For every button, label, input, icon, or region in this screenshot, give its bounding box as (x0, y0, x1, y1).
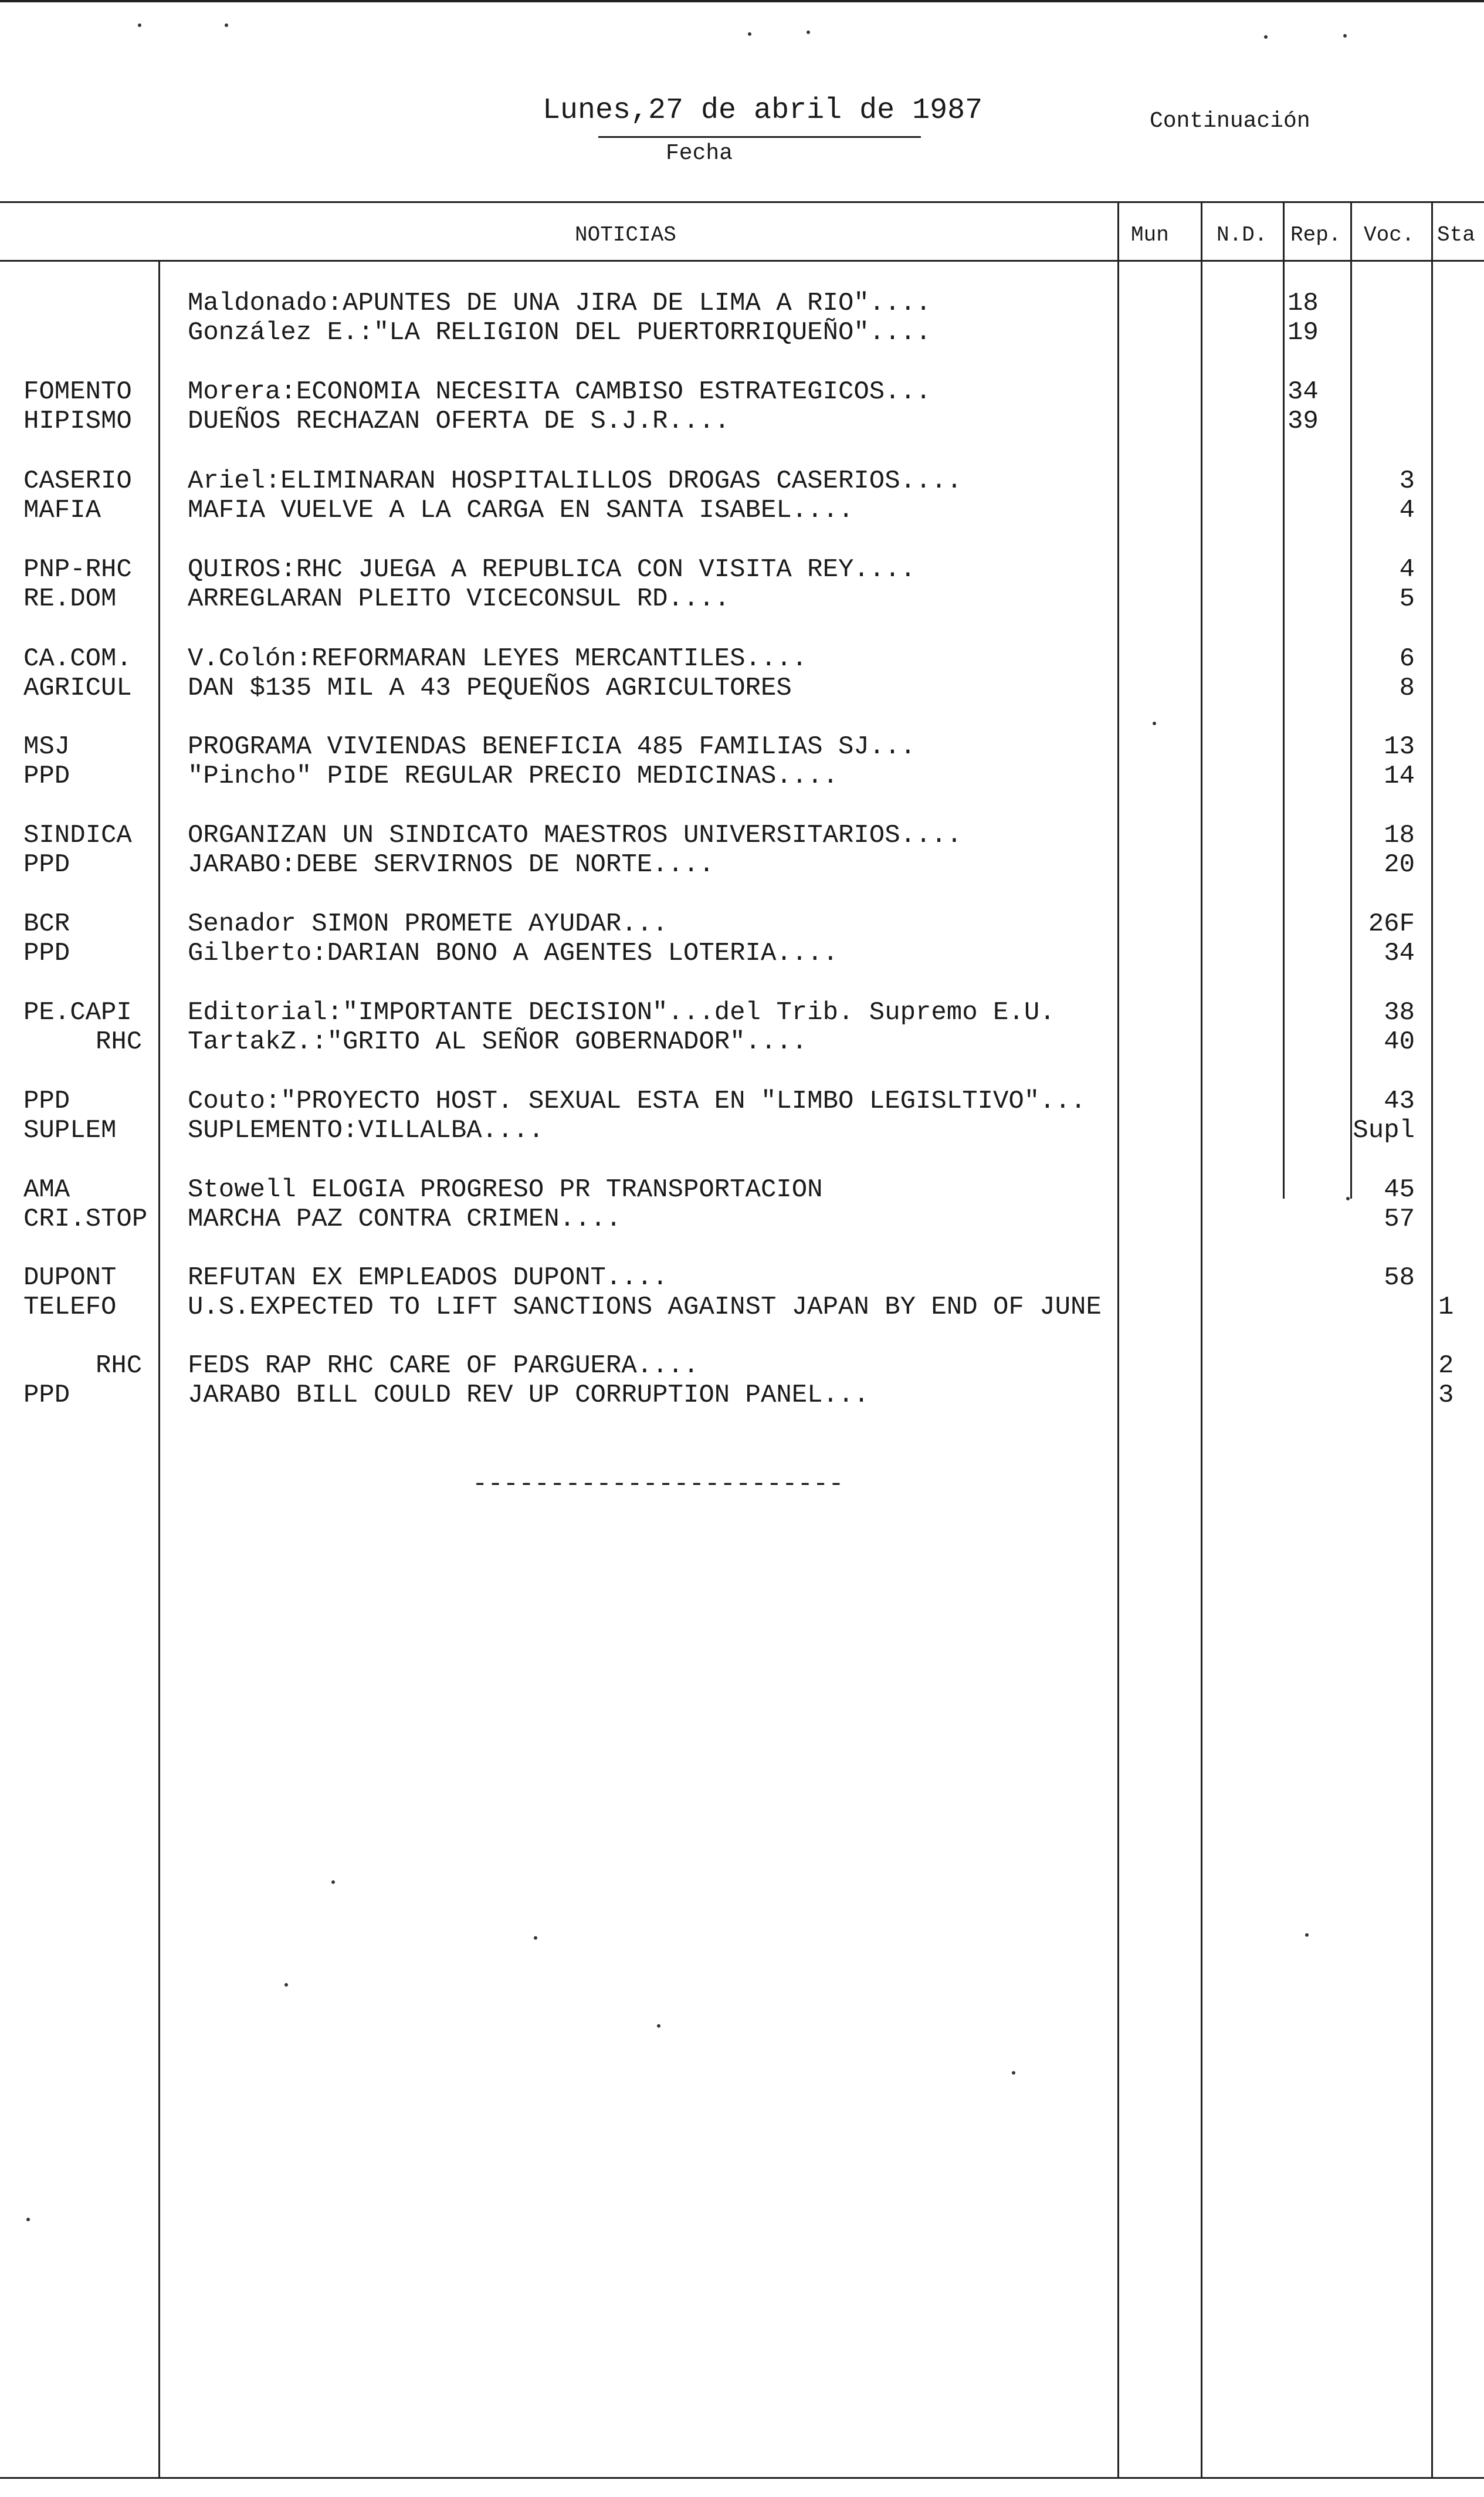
row-code: FOMENTO (23, 377, 132, 407)
row-headline: González E.:"LA RELIGION DEL PUERTORRIQUEÑO".... (188, 318, 931, 347)
row-headline: PROGRAMA VIVIENDAS BENEFICIA 485 FAMILIAS SJ... (188, 732, 916, 762)
news-row (0, 1351, 1484, 1381)
news-row (0, 732, 1484, 762)
row-voc: 57 (1384, 1204, 1415, 1234)
row-voc: 5 (1399, 584, 1415, 614)
news-row (0, 939, 1484, 968)
row-voc: 3 (1399, 466, 1415, 496)
news-row (0, 850, 1484, 879)
header-top-rule (0, 201, 1484, 203)
row-headline: U.S.EXPECTED TO LIFT SANCTIONS AGAINST JAPAN BY END OF JUNE (188, 1293, 1102, 1322)
scan-speck (284, 1983, 288, 1987)
end-of-list-rule: ------------------------ (472, 1470, 844, 1499)
news-row (0, 1293, 1484, 1322)
scan-speck (225, 23, 228, 27)
row-code: SUPLEM (23, 1116, 117, 1145)
row-code: RHC (96, 1351, 143, 1381)
news-row (0, 555, 1484, 584)
row-code: CA.COM. (23, 644, 132, 674)
row-headline: FEDS RAP RHC CARE OF PARGUERA.... (188, 1351, 699, 1381)
date-label: Fecha (666, 141, 733, 166)
row-headline: "Pincho" PIDE REGULAR PRECIO MEDICINAS.... (188, 762, 838, 791)
row-headline: Maldonado:APUNTES DE UNA JIRA DE LIMA A RIO".... (188, 289, 931, 318)
scan-speck (26, 2218, 30, 2221)
row-headline: SUPLEMENTO:VILLALBA.... (188, 1116, 544, 1145)
row-headline: Editorial:"IMPORTANTE DECISION"...del Trib. Supremo E.U. (188, 998, 1055, 1027)
row-code: PNP-RHC (23, 555, 132, 584)
scan-speck (657, 2024, 660, 2028)
row-code: MSJ (23, 732, 70, 762)
scan-speck (1264, 35, 1268, 39)
row-code: TELEFO (23, 1293, 117, 1322)
continuation-label: Continuación (1150, 109, 1310, 134)
row-sta: 1 (1438, 1293, 1454, 1322)
row-voc: 38 (1384, 998, 1415, 1027)
row-headline: Gilberto:DARIAN BONO A AGENTES LOTERIA.... (188, 939, 838, 968)
row-voc: 43 (1384, 1087, 1415, 1116)
row-headline: Stowell ELOGIA PROGRESO PR TRANSPORTACION (188, 1175, 823, 1204)
row-code: PPD (23, 850, 70, 879)
row-rep: 39 (1288, 407, 1319, 436)
mun-column-left-divider (1117, 201, 1119, 2477)
row-code: CASERIO (23, 466, 132, 496)
news-row (0, 821, 1484, 850)
row-headline: JARABO:DEBE SERVIRNOS DE NORTE.... (188, 850, 714, 879)
news-row (0, 377, 1484, 407)
row-code: AMA (23, 1175, 70, 1204)
row-code: PPD (23, 939, 70, 968)
scan-speck (1153, 722, 1156, 725)
row-code: MAFIA (23, 496, 101, 525)
column-header-noticias: NOTICIAS (575, 223, 676, 247)
scan-speck (748, 32, 751, 36)
column-header-sta: Sta (1437, 223, 1475, 247)
row-voc: 14 (1384, 762, 1415, 791)
news-row (0, 644, 1484, 674)
row-headline: MAFIA VUELVE A LA CARGA EN SANTA ISABEL.... (188, 496, 854, 525)
row-sta: 3 (1438, 1381, 1454, 1410)
row-voc: 4 (1399, 555, 1415, 584)
row-code: RHC (96, 1027, 143, 1057)
row-voc: 6 (1399, 644, 1415, 674)
row-headline: MARCHA PAZ CONTRA CRIMEN.... (188, 1204, 622, 1234)
row-sta: 2 (1438, 1351, 1454, 1381)
row-voc: 45 (1384, 1175, 1415, 1204)
news-row (0, 1263, 1484, 1293)
row-code: PPD (23, 1381, 70, 1410)
scan-speck (1343, 34, 1347, 38)
scan-speck (534, 1936, 537, 1940)
row-code: HIPISMO (23, 407, 132, 436)
row-code: CRI.STOP (23, 1204, 148, 1234)
scan-speck (331, 1880, 335, 1884)
bottom-rule (0, 2477, 1484, 2479)
column-header-voc: Voc. (1364, 223, 1415, 247)
row-voc: 34 (1384, 939, 1415, 968)
news-row (0, 762, 1484, 791)
row-code: PPD (23, 762, 70, 791)
date-text: Lunes,27 de abril de 1987 (543, 94, 983, 127)
row-code: SINDICA (23, 821, 132, 850)
news-row (0, 909, 1484, 939)
row-code: PPD (23, 1087, 70, 1116)
scan-speck (1346, 1197, 1350, 1200)
column-header-rep: Rep. (1290, 223, 1341, 247)
news-row (0, 1116, 1484, 1145)
news-row (0, 466, 1484, 496)
news-row (0, 1027, 1484, 1057)
row-voc: 40 (1384, 1027, 1415, 1057)
date-underline (598, 136, 921, 138)
row-headline: Couto:"PROYECTO HOST. SEXUAL ESTA EN "LIMBO LEGISLTIVO"... (188, 1087, 1086, 1116)
row-voc: 20 (1384, 850, 1415, 879)
news-row (0, 674, 1484, 703)
row-rep: 34 (1288, 377, 1319, 407)
top-border (0, 0, 1484, 2)
row-headline: Morera:ECONOMIA NECESITA CAMBISO ESTRATEGICOS... (188, 377, 931, 407)
row-headline: DUEÑOS RECHAZAN OFERTA DE S.J.R.... (188, 407, 730, 436)
scan-speck (138, 23, 141, 27)
news-row (0, 1087, 1484, 1116)
row-voc: 8 (1399, 674, 1415, 703)
row-voc: 26F (1368, 909, 1415, 939)
nd-column-left-divider (1201, 201, 1202, 2477)
news-row (0, 1381, 1484, 1410)
row-code: AGRICUL (23, 674, 132, 703)
sta-column-left-divider (1431, 201, 1433, 2477)
row-headline: Ariel:ELIMINARAN HOSPITALILLOS DROGAS CASERIOS.... (188, 466, 963, 496)
row-headline: Senador SIMON PROMETE AYUDAR... (188, 909, 668, 939)
row-code: BCR (23, 909, 70, 939)
row-rep: 18 (1288, 289, 1319, 318)
row-code: PE.CAPI (23, 998, 132, 1027)
row-code: RE.DOM (23, 584, 117, 614)
news-row (0, 998, 1484, 1027)
scan-speck (807, 31, 810, 34)
news-row (0, 584, 1484, 614)
news-row (0, 1204, 1484, 1234)
row-headline: ARREGLARAN PLEITO VICECONSUL RD.... (188, 584, 730, 614)
row-code: DUPONT (23, 1263, 117, 1293)
news-row (0, 318, 1484, 347)
row-voc: 58 (1384, 1263, 1415, 1293)
scan-speck (1305, 1933, 1309, 1937)
row-headline: DAN $135 MIL A 43 PEQUEÑOS AGRICULTORES (188, 674, 792, 703)
column-header-mun: Mun (1131, 223, 1169, 247)
news-row (0, 289, 1484, 318)
row-voc: 18 (1384, 821, 1415, 850)
row-headline: QUIROS:RHC JUEGA A REPUBLICA CON VISITA REY.... (188, 555, 916, 584)
row-headline: TartakZ.:"GRITO AL SEÑOR GOBERNADOR".... (188, 1027, 808, 1057)
header-bottom-rule (0, 260, 1484, 262)
news-row (0, 407, 1484, 436)
news-row (0, 496, 1484, 525)
row-voc: Supl (1353, 1116, 1415, 1145)
scan-speck (1012, 2071, 1015, 2075)
row-rep: 19 (1288, 318, 1319, 347)
news-row (0, 1175, 1484, 1204)
column-header-nd: N.D. (1217, 223, 1268, 247)
row-voc: 4 (1399, 496, 1415, 525)
row-voc: 13 (1384, 732, 1415, 762)
row-headline: REFUTAN EX EMPLEADOS DUPONT.... (188, 1263, 668, 1293)
row-headline: ORGANIZAN UN SINDICATO MAESTROS UNIVERSITARIOS.... (188, 821, 963, 850)
row-headline: JARABO BILL COULD REV UP CORRUPTION PANEL... (188, 1381, 869, 1410)
row-headline: V.Colón:REFORMARAN LEYES MERCANTILES.... (188, 644, 808, 674)
